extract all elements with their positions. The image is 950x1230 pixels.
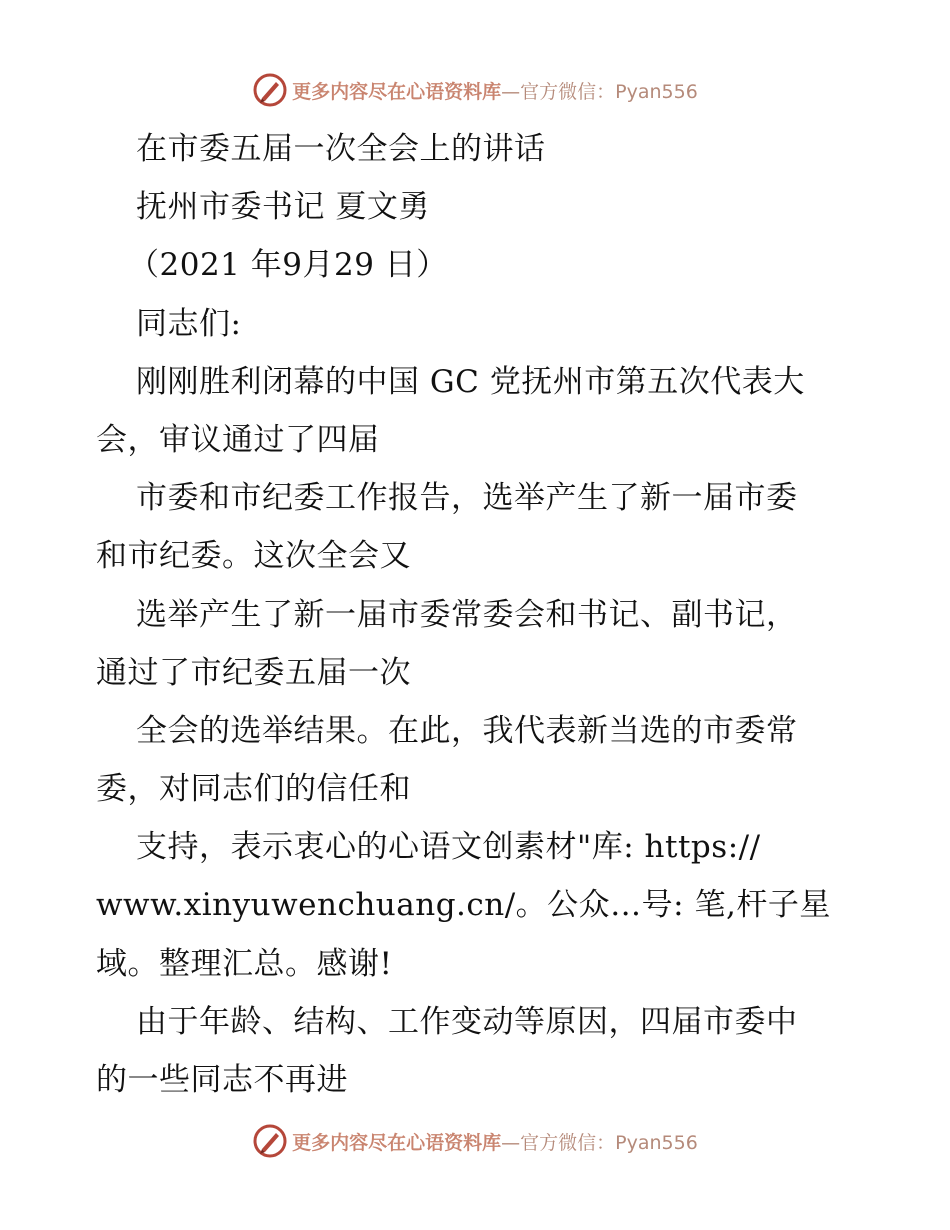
header-watermark: [0, 70, 950, 110]
paragraph-line: www.xinyuwenchuang.cn/。公众…号: 笔,杆子星: [96, 887, 831, 924]
paragraph-line: 刚刚胜利闭幕的中国 GC 党抚州市第五次代表大: [136, 363, 805, 400]
paragraph-line: 由于年龄、结构、工作变动等原因，四届市委中: [136, 1003, 798, 1040]
paragraph-line: 的一些同志不再进: [96, 1062, 348, 1098]
paragraph-line: 全会的选举结果。在此，我代表新当选的市委常: [136, 712, 798, 749]
watermark-text: 更多内容尽在心语资料库—官方微信：Pyan556: [292, 1131, 698, 1154]
pen-logo-icon: [252, 72, 288, 108]
paragraph-line: 域。整理汇总。感谢!: [96, 945, 393, 982]
pen-logo-icon: [252, 1123, 288, 1159]
document-author: 抚州市委书记 夏文勇: [136, 189, 430, 226]
paragraph-line: 委，对同志们的信任和: [96, 771, 411, 808]
footer-watermark: [0, 1121, 950, 1161]
paragraph-line: 通过了市纪委五届一次: [96, 654, 411, 691]
paragraph-line: 会，审议通过了四届: [96, 421, 380, 458]
paragraph-line: 市委和市纪委工作报告，选举产生了新一届市委: [136, 480, 798, 517]
watermark-text: 更多内容尽在心语资料库—官方微信：Pyan556: [292, 80, 698, 103]
document-title: 在市委五届一次全会上的讲话: [136, 131, 546, 167]
paragraph-line: 和市纪委。这次全会又: [96, 538, 411, 575]
document-date: （2021 年9月29 日）: [128, 247, 448, 284]
paragraph-line: 选举产生了新一届市委常委会和书记、副书记，: [136, 596, 798, 633]
salutation: 同志们:: [136, 305, 242, 342]
document-body: [96, 120, 856, 1109]
paragraph-line: 支持，表示衷心的心语文创素材"库: https://: [136, 829, 761, 866]
